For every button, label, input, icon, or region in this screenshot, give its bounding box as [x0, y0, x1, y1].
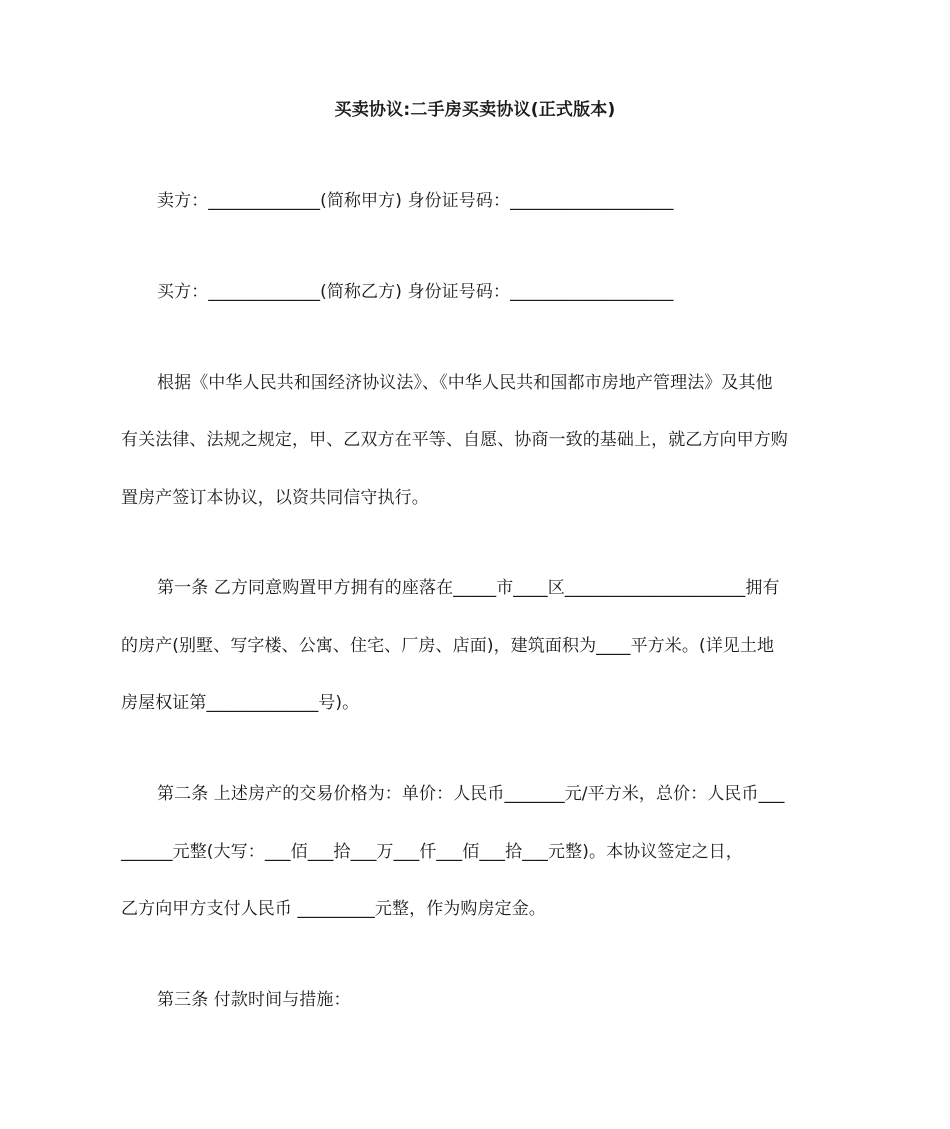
preamble-line-1: 根据《中华人民共和国经济协议法》、《中华人民共和国都市房地产管理法》及其他 — [157, 373, 773, 393]
seller-line: 卖方：_____________(简称甲方) 身份证号码：___________________ — [157, 191, 674, 211]
article-1-line-3: 房屋权证第_____________号)。 — [121, 693, 360, 713]
document-title: 买卖协议:二手房买卖协议(正式版本) — [334, 100, 616, 120]
preamble-line-2: 有关法律、法规之规定，甲、乙双方在平等、自愿、协商一致的基础上，就乙方向甲方购 — [121, 430, 788, 450]
article-2-line-1: 第二条 上述房产的交易价格为：单价：人民币_______元/平方米，总价：人民币___ — [157, 784, 785, 804]
article-2-line-2: ______元整(大写：___佰___拾___万___仟___佰___拾___元整)。本协议签定之日， — [121, 842, 743, 862]
preamble-line-3: 置房产签订本协议，以资共同信守执行。 — [121, 488, 429, 508]
buyer-line: 买方：_____________(简称乙方) 身份证号码：___________________ — [157, 282, 674, 302]
article-3-heading: 第三条 付款时间与措施： — [157, 990, 351, 1010]
article-2-line-3: 乙方向甲方支付人民币 _________元整，作为购房定金。 — [121, 899, 546, 919]
article-1-line-1: 第一条 乙方同意购置甲方拥有的座落在_____市____区_____________________拥有 — [157, 578, 780, 598]
article-1-line-2: 的房产(别墅、写字楼、公寓、住宅、厂房、店面)，建筑面积为____平方米。(详见土地 — [121, 636, 775, 656]
